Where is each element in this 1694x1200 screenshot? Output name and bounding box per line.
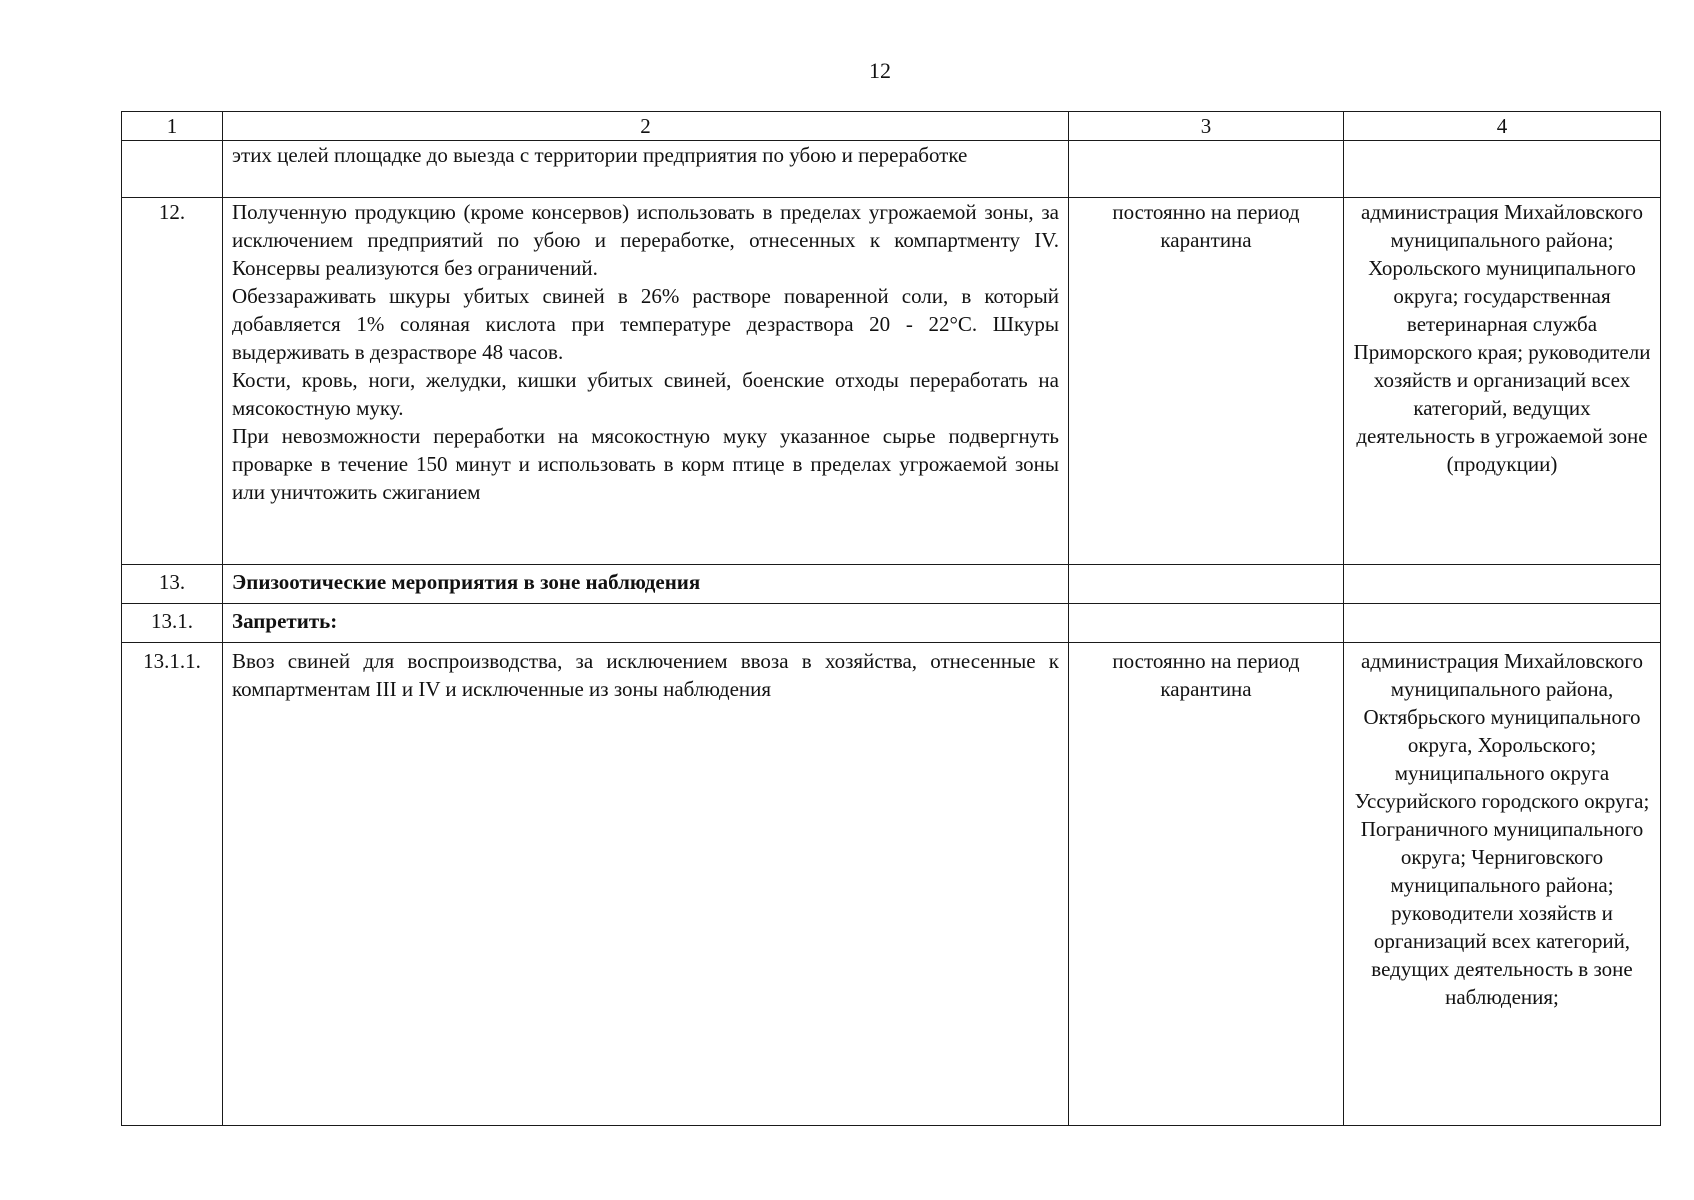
table-row bbox=[122, 565, 1661, 604]
measures-table bbox=[121, 111, 1661, 1126]
term-cell: постоянно на период карантина bbox=[1069, 198, 1344, 565]
row-number: 13. bbox=[122, 565, 223, 604]
measure-text bbox=[223, 141, 1069, 198]
header-col-1: 1 bbox=[122, 112, 223, 141]
section-heading: Запретить: bbox=[223, 604, 1069, 643]
table-row bbox=[122, 604, 1661, 643]
measure-paragraph: Полученную продукцию (кроме консервов) использовать в пределах угрожаемой зоны, за исключением предприятий по убою и переработке, отнесенных к компартменту IV. Консервы реализуются без ограничений. bbox=[232, 200, 1059, 280]
responsible-cell bbox=[1344, 565, 1661, 604]
page-number: 12 bbox=[869, 58, 891, 83]
term-cell bbox=[1069, 604, 1344, 643]
row-number: 12. bbox=[122, 198, 223, 565]
row-number: 13.1. bbox=[122, 604, 223, 643]
responsible-cell: администрация Михайловского муниципального района, Октябрьского муниципального округа, Хорольского; муниципального округа Уссурийского городского округа; Пограничного муниципального округа; Черниговского муниципального района; руководители хозяйств и организаций всех категорий, ведущих деятельность в зоне наблюдения; bbox=[1344, 643, 1661, 1126]
measure-text bbox=[223, 198, 1069, 565]
responsible-cell bbox=[1344, 604, 1661, 643]
section-heading: Эпизоотические мероприятия в зоне наблюдения bbox=[223, 565, 1069, 604]
term-cell bbox=[1069, 565, 1344, 604]
header-col-4: 4 bbox=[1344, 112, 1661, 141]
table-row bbox=[122, 643, 1661, 1126]
measure-paragraph: Кости, кровь, ноги, желудки, кишки убитых свиней, боенские отходы переработать на мясокостную муку. bbox=[232, 368, 1059, 420]
term-cell bbox=[1069, 141, 1344, 198]
row-number bbox=[122, 141, 223, 198]
header-col-2: 2 bbox=[223, 112, 1069, 141]
responsible-cell bbox=[1344, 141, 1661, 198]
measure-paragraph: Ввоз свиней для воспроизводства, за исключением ввоза в хозяйства, отнесенные к компартментам III и IV и исключенные из зоны наблюдения bbox=[232, 649, 1059, 701]
table-row bbox=[122, 198, 1661, 565]
table-header-row bbox=[122, 112, 1661, 141]
header-col-3: 3 bbox=[1069, 112, 1344, 141]
table-row bbox=[122, 141, 1661, 198]
measure-text bbox=[223, 643, 1069, 1126]
row-number: 13.1.1. bbox=[122, 643, 223, 1126]
responsible-cell: администрация Михайловского муниципального района; Хорольского муниципального округа; государственная ветеринарная служба Приморского края; руководители хозяйств и организаций всех категорий, ведущих деятельность в угрожаемой зоне (продукции) bbox=[1344, 198, 1661, 565]
term-cell: постоянно на период карантина bbox=[1069, 643, 1344, 1126]
measure-paragraph: Обеззараживать шкуры убитых свиней в 26% растворе поваренной соли, в который добавляется 1% соляная кислота при температуре дезраствора 20 - 22°С. Шкуры выдерживать в дезрастворе 48 часов. bbox=[232, 284, 1059, 364]
measure-paragraph: При невозможности переработки на мясокостную муку указанное сырье подвергнуть проварке в течение 150 минут и использовать в корм птице в пределах угрожаемой зоны или уничтожить сжиганием bbox=[232, 424, 1059, 504]
measure-paragraph: этих целей площадке до выезда с территории предприятия по убою и переработке bbox=[232, 143, 968, 167]
